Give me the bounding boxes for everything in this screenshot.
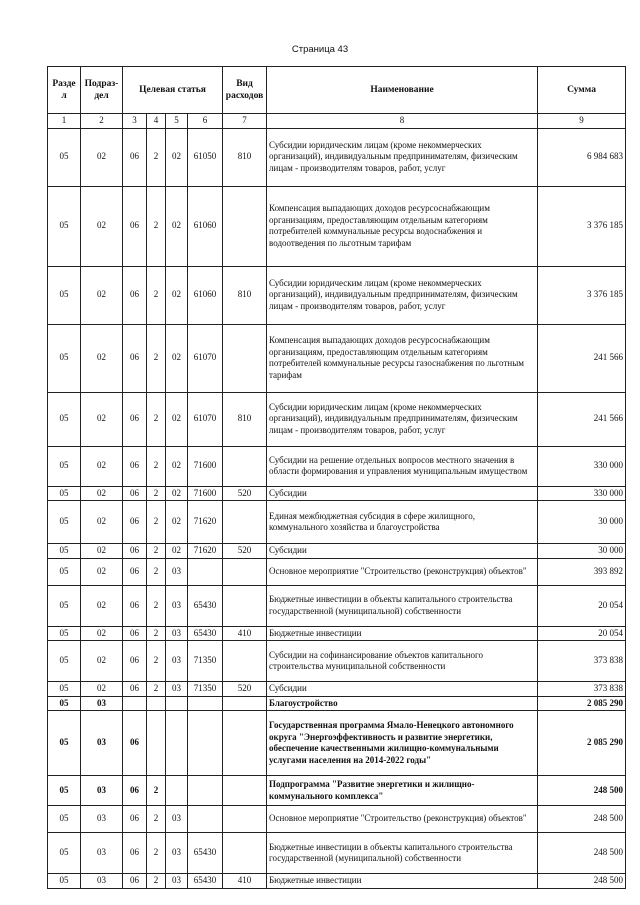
row-code: 05 <box>48 186 81 266</box>
row-code: 02 <box>166 128 188 186</box>
table-row <box>48 486 626 501</box>
row-code: 02 <box>81 486 123 501</box>
row-code <box>223 324 267 392</box>
row-sum: 2 085 290 <box>538 711 626 776</box>
row-code: 520 <box>223 682 267 697</box>
row-code: 71600 <box>188 486 223 501</box>
row-code: 05 <box>48 874 81 889</box>
row-code: 03 <box>81 711 123 776</box>
row-code: 2 <box>147 558 166 585</box>
header-name: Наименование <box>267 67 538 114</box>
row-code <box>188 776 223 806</box>
row-code: 05 <box>48 696 81 711</box>
row-code: 520 <box>223 544 267 559</box>
row-code: 06 <box>123 486 147 501</box>
row-name: Бюджетные инвестиции <box>267 874 538 889</box>
row-code: 2 <box>147 874 166 889</box>
row-code: 61070 <box>188 392 223 446</box>
row-code <box>188 711 223 776</box>
row-code <box>166 711 188 776</box>
row-code: 05 <box>48 128 81 186</box>
row-code: 61050 <box>188 128 223 186</box>
row-sum: 6 984 683 <box>538 128 626 186</box>
row-code: 02 <box>81 186 123 266</box>
row-name: Основное мероприятие "Строительство (реконструкция) объектов" <box>267 806 538 833</box>
row-code: 05 <box>48 682 81 697</box>
row-sum: 248 500 <box>538 776 626 806</box>
row-code: 06 <box>123 186 147 266</box>
row-code: 2 <box>147 626 166 641</box>
row-code: 06 <box>123 128 147 186</box>
table-row <box>48 558 626 585</box>
table-row <box>48 874 626 889</box>
row-code <box>223 711 267 776</box>
col-number: 2 <box>81 114 123 129</box>
row-name: Государственная программа Ямало-Ненецкого автономного округа "Энергоэффективность и развитие энергетики, обеспечение качественными жилищно-коммунальными услугами населения на 2014-2022 годы" <box>267 711 538 776</box>
row-name: Субсидии <box>267 682 538 697</box>
col-number: 6 <box>188 114 223 129</box>
table-row <box>48 446 626 486</box>
row-code: 2 <box>147 324 166 392</box>
row-code <box>147 711 166 776</box>
row-sum: 248 500 <box>538 833 626 874</box>
row-code: 02 <box>81 392 123 446</box>
row-code: 2 <box>147 682 166 697</box>
row-name: Подпрограмма "Развитие энергетики и жилищно-коммунального комплекса" <box>267 776 538 806</box>
row-name: Субсидии <box>267 486 538 501</box>
table-row <box>48 266 626 324</box>
row-name: Субсидии на софинансирование объектов капитального строительства муниципальной собственности <box>267 641 538 682</box>
row-code: 02 <box>166 501 188 544</box>
column-number-row <box>48 114 626 129</box>
row-code <box>223 558 267 585</box>
row-code: 02 <box>81 446 123 486</box>
row-code: 02 <box>166 544 188 559</box>
row-code: 2 <box>147 486 166 501</box>
row-sum: 2 085 290 <box>538 696 626 711</box>
row-code: 06 <box>123 446 147 486</box>
row-code <box>223 501 267 544</box>
row-name: Субсидии юридическим лицам (кроме некоммерческих организаций), индивидуальным предпринимателям, физическим лицам - производителям товаров, работ, услуг <box>267 128 538 186</box>
table-row <box>48 186 626 266</box>
row-code: 65430 <box>188 626 223 641</box>
row-code: 06 <box>123 544 147 559</box>
row-code <box>223 833 267 874</box>
row-code <box>223 585 267 626</box>
row-code: 810 <box>223 392 267 446</box>
row-code <box>188 806 223 833</box>
row-code: 65430 <box>188 874 223 889</box>
row-code: 06 <box>123 558 147 585</box>
header-vid: Вид расходов <box>223 67 267 114</box>
row-code: 03 <box>166 874 188 889</box>
row-name: Компенсация выпадающих доходов ресурсоснабжающим организациям, предоставляющим отдельным категориям потребителей коммунальные ресурсы газоснабжения по льготным тарифам <box>267 324 538 392</box>
row-code: 02 <box>81 501 123 544</box>
row-code: 2 <box>147 776 166 806</box>
row-sum: 30 000 <box>538 544 626 559</box>
row-code: 05 <box>48 486 81 501</box>
row-code: 03 <box>81 833 123 874</box>
row-sum: 241 566 <box>538 392 626 446</box>
row-code: 65430 <box>188 833 223 874</box>
col-number: 8 <box>267 114 538 129</box>
row-code: 02 <box>81 626 123 641</box>
col-number: 5 <box>166 114 188 129</box>
row-code: 02 <box>81 558 123 585</box>
table-row <box>48 696 626 711</box>
row-code: 06 <box>123 324 147 392</box>
row-code: 71600 <box>188 446 223 486</box>
row-code: 810 <box>223 266 267 324</box>
row-code: 61070 <box>188 324 223 392</box>
row-code: 03 <box>166 558 188 585</box>
table-row <box>48 833 626 874</box>
row-code: 03 <box>166 626 188 641</box>
row-code: 05 <box>48 806 81 833</box>
row-code: 02 <box>166 446 188 486</box>
row-code: 2 <box>147 544 166 559</box>
row-code: 2 <box>147 392 166 446</box>
row-code: 05 <box>48 558 81 585</box>
row-code: 2 <box>147 446 166 486</box>
row-code: 05 <box>48 266 81 324</box>
row-code: 03 <box>166 833 188 874</box>
table-row <box>48 806 626 833</box>
row-code: 05 <box>48 501 81 544</box>
row-name: Субсидии на решение отдельных вопросов местного значения в области формирования и управления муниципальным имуществом <box>267 446 538 486</box>
row-code: 03 <box>81 776 123 806</box>
row-code: 71620 <box>188 501 223 544</box>
row-code: 03 <box>166 641 188 682</box>
row-code <box>223 186 267 266</box>
row-code <box>188 696 223 711</box>
row-code: 03 <box>166 806 188 833</box>
col-number: 4 <box>147 114 166 129</box>
row-name: Бюджетные инвестиции в объекты капитального строительства государственной (муниципальной) собственности <box>267 833 538 874</box>
row-code <box>147 696 166 711</box>
row-code: 2 <box>147 186 166 266</box>
row-sum: 30 000 <box>538 501 626 544</box>
row-code: 03 <box>166 585 188 626</box>
row-sum: 330 000 <box>538 486 626 501</box>
row-code: 03 <box>81 696 123 711</box>
row-name: Основное мероприятие "Строительство (реконструкция) объектов" <box>267 558 538 585</box>
row-code: 06 <box>123 585 147 626</box>
row-sum: 20 054 <box>538 585 626 626</box>
row-code: 2 <box>147 501 166 544</box>
row-code: 61060 <box>188 266 223 324</box>
row-code: 05 <box>48 833 81 874</box>
row-code: 810 <box>223 128 267 186</box>
row-code: 410 <box>223 874 267 889</box>
row-code: 03 <box>81 806 123 833</box>
row-code: 02 <box>81 128 123 186</box>
row-name: Бюджетные инвестиции в объекты капитального строительства государственной (муниципальной) собственности <box>267 585 538 626</box>
row-code: 2 <box>147 266 166 324</box>
row-code: 06 <box>123 776 147 806</box>
row-code: 05 <box>48 776 81 806</box>
row-code: 05 <box>48 324 81 392</box>
row-code: 02 <box>81 682 123 697</box>
row-code: 02 <box>166 486 188 501</box>
row-code: 02 <box>81 641 123 682</box>
row-code <box>223 446 267 486</box>
row-name: Бюджетные инвестиции <box>267 626 538 641</box>
row-code: 05 <box>48 641 81 682</box>
table-row <box>48 776 626 806</box>
row-name: Субсидии юридическим лицам (кроме некоммерческих организаций), индивидуальным предпринимателям, физическим лицам - производителям товаров, работ, услуг <box>267 392 538 446</box>
row-code: 02 <box>166 392 188 446</box>
table-row <box>48 641 626 682</box>
row-code: 02 <box>81 266 123 324</box>
row-sum: 248 500 <box>538 874 626 889</box>
row-sum: 20 054 <box>538 626 626 641</box>
budget-table <box>47 66 626 889</box>
row-code: 02 <box>166 266 188 324</box>
row-code: 410 <box>223 626 267 641</box>
row-code: 71350 <box>188 641 223 682</box>
header-razdel: Разде л <box>48 67 81 114</box>
row-code <box>166 776 188 806</box>
table-row <box>48 711 626 776</box>
row-code: 65430 <box>188 585 223 626</box>
row-code <box>223 641 267 682</box>
row-code <box>188 558 223 585</box>
row-sum: 248 500 <box>538 806 626 833</box>
row-code: 71350 <box>188 682 223 697</box>
header-tselevaya: Целевая статья <box>123 67 223 114</box>
header-row <box>48 67 626 114</box>
table-row <box>48 626 626 641</box>
row-sum: 393 892 <box>538 558 626 585</box>
row-name: Субсидии <box>267 544 538 559</box>
row-code: 05 <box>48 626 81 641</box>
row-sum: 330 000 <box>538 446 626 486</box>
header-podrazdel: Подраз- дел <box>81 67 123 114</box>
row-code: 2 <box>147 128 166 186</box>
row-code: 05 <box>48 585 81 626</box>
row-name: Единая межбюджетная субсидия в сфере жилищного, коммунального хозяйства и благоустройства <box>267 501 538 544</box>
page-number: Страница 43 <box>291 44 349 55</box>
row-code: 06 <box>123 711 147 776</box>
row-code: 02 <box>166 324 188 392</box>
row-code: 71620 <box>188 544 223 559</box>
row-code: 06 <box>123 626 147 641</box>
row-code <box>223 776 267 806</box>
row-name: Компенсация выпадающих доходов ресурсоснабжающим организациям, предоставляющим отдельным категориям потребителей коммунальные ресурсы водоснабжения и водоотведения по льготным тарифам <box>267 186 538 266</box>
row-code: 06 <box>123 806 147 833</box>
header-sum: Сумма <box>538 67 626 114</box>
col-number: 3 <box>123 114 147 129</box>
row-code: 2 <box>147 806 166 833</box>
row-code: 2 <box>147 585 166 626</box>
row-code <box>166 696 188 711</box>
row-code: 2 <box>147 833 166 874</box>
table-row <box>48 501 626 544</box>
row-code: 05 <box>48 446 81 486</box>
row-code: 02 <box>81 544 123 559</box>
row-code: 03 <box>81 874 123 889</box>
table-row <box>48 324 626 392</box>
row-code: 02 <box>166 186 188 266</box>
row-code: 05 <box>48 392 81 446</box>
row-code: 06 <box>123 833 147 874</box>
col-number: 9 <box>538 114 626 129</box>
row-code: 06 <box>123 682 147 697</box>
row-code <box>223 806 267 833</box>
row-code: 520 <box>223 486 267 501</box>
row-sum: 3 376 185 <box>538 266 626 324</box>
col-number: 7 <box>223 114 267 129</box>
row-code: 06 <box>123 392 147 446</box>
row-sum: 373 838 <box>538 682 626 697</box>
row-code: 02 <box>81 585 123 626</box>
row-code: 06 <box>123 266 147 324</box>
row-code: 06 <box>123 501 147 544</box>
row-code: 06 <box>123 641 147 682</box>
row-code: 61060 <box>188 186 223 266</box>
row-sum: 3 376 185 <box>538 186 626 266</box>
table-row <box>48 682 626 697</box>
table-row <box>48 128 626 186</box>
row-name: Субсидии юридическим лицам (кроме некоммерческих организаций), индивидуальным предпринимателям, физическим лицам - производителям товаров, работ, услуг <box>267 266 538 324</box>
table-row <box>48 544 626 559</box>
row-code: 06 <box>123 874 147 889</box>
row-sum: 373 838 <box>538 641 626 682</box>
row-code <box>223 696 267 711</box>
row-sum: 241 566 <box>538 324 626 392</box>
table-row <box>48 392 626 446</box>
row-code: 05 <box>48 711 81 776</box>
row-code: 05 <box>48 544 81 559</box>
row-code: 03 <box>166 682 188 697</box>
row-code: 2 <box>147 641 166 682</box>
table-row <box>48 585 626 626</box>
row-code: 02 <box>81 324 123 392</box>
col-number: 1 <box>48 114 81 129</box>
row-name: Благоустройство <box>267 696 538 711</box>
row-code <box>123 696 147 711</box>
